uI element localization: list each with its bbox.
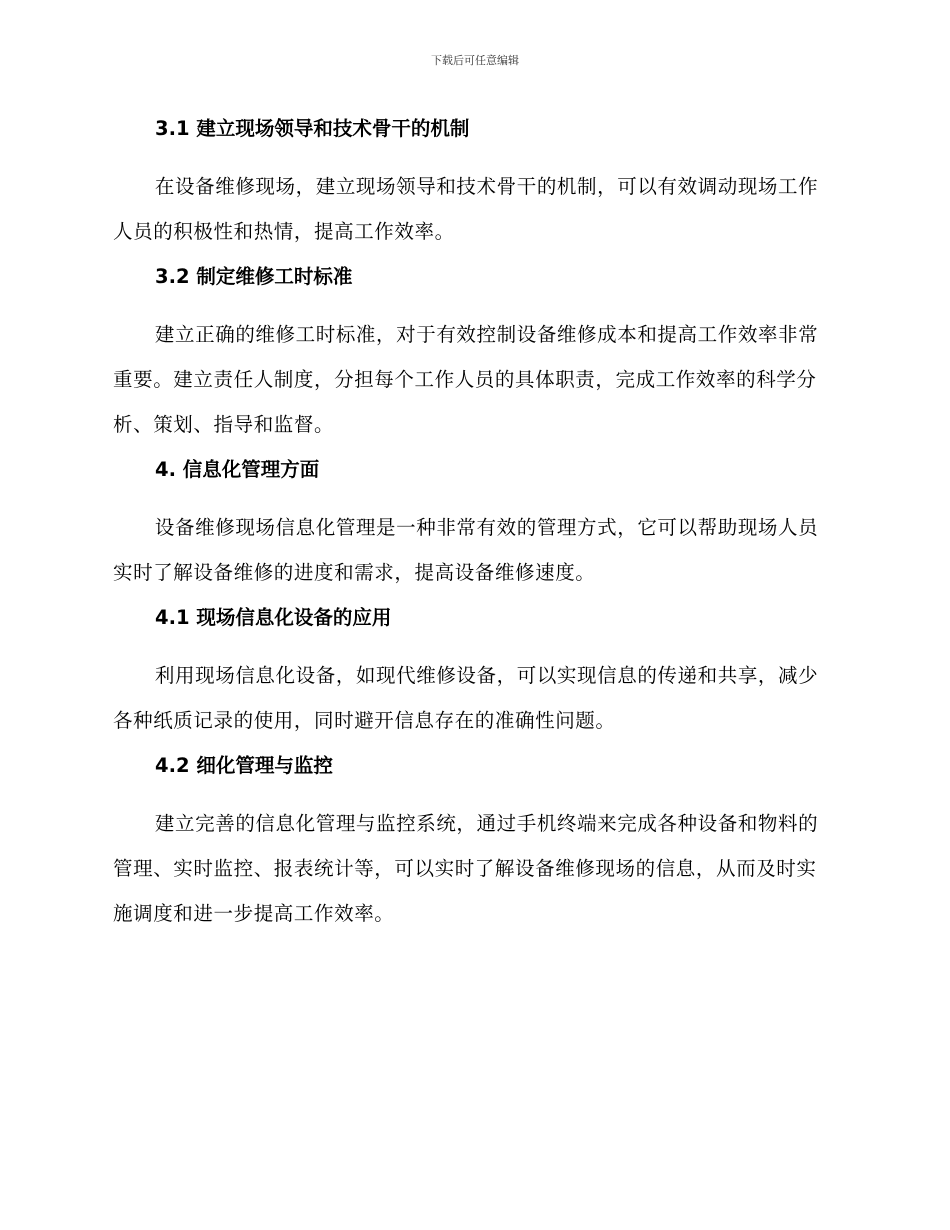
document-body <box>113 112 833 936</box>
section-paragraph-4-1: 利用现场信息化设备，如现代维修设备，可以实现信息的传递和共享，减少各种纸质记录的使用，同时避开信息存在的准确性问题。 <box>113 664 819 732</box>
section-paragraph-4-2: 建立完善的信息化管理与监控系统，通过手机终端来完成各种设备和物料的管理、实时监控、报表统计等，可以实时了解设备维修现场的信息，从而及时实施调度和进一步提高工作效率。 <box>113 812 819 925</box>
page-header: 下载后可任意编辑 <box>431 54 519 67</box>
section-heading-4-2: 4.2 细化管理与监控 <box>155 754 333 777</box>
section-heading-3-1: 3.1 建立现场领导和技术骨干的机制 <box>155 117 470 140</box>
section-paragraph-4: 设备维修现场信息化管理是一种非常有效的管理方式，它可以帮助现场人员实时了解设备维修的进度和需求，提高设备维修速度。 <box>113 516 819 584</box>
section-heading-4: 4. 信息化管理方面 <box>155 458 320 481</box>
section-heading-3-2: 3.2 制定维修工时标准 <box>155 265 353 288</box>
section-paragraph-3-2: 建立正确的维修工时标准，对于有效控制设备维修成本和提高工作效率非常重要。建立责任人制度，分担每个工作人员的具体职责，完成工作效率的科学分析、策划、指导和监督。 <box>113 323 819 436</box>
section-paragraph-3-1: 在设备维修现场，建立现场领导和技术骨干的机制，可以有效调动现场工作人员的积极性和热情，提高工作效率。 <box>113 175 819 243</box>
section-heading-4-1: 4.1 现场信息化设备的应用 <box>155 606 392 629</box>
